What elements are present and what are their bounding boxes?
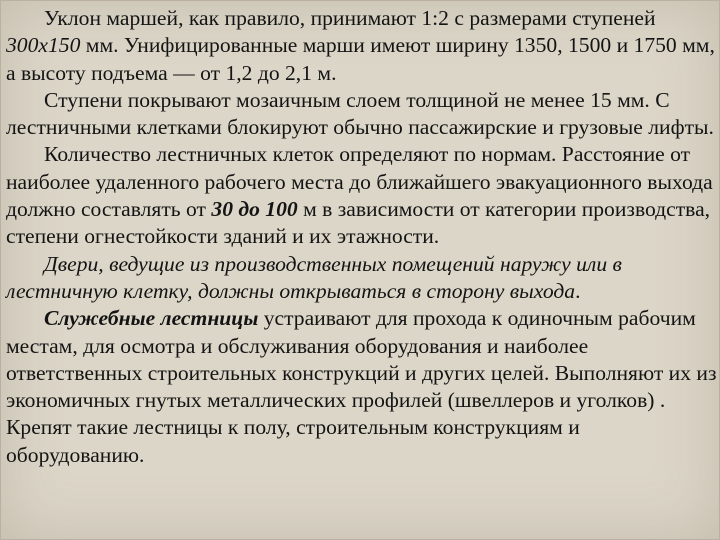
paragraph-text: мм. Унифицированные марши имеют ширину 1350, 1500 и 1750 мм, а высоту подъема — от 1,2 до 2,1 м. bbox=[6, 33, 715, 85]
document-body bbox=[6, 5, 718, 469]
paragraph-march-slope bbox=[6, 5, 718, 87]
service-stairs-term: Служебные лестницы bbox=[44, 306, 259, 331]
paragraph-text: Уклон маршей, как правило, принимают 1:2 с размерами ступеней bbox=[44, 6, 656, 30]
step-size-value: 300х150 bbox=[6, 33, 81, 58]
paragraph-service-stairs bbox=[6, 305, 718, 469]
paragraph-doors bbox=[6, 251, 718, 306]
paragraph-steps-covering bbox=[6, 87, 718, 142]
paragraph-italic-text: Двери, ведущие из производственных помещений наружу или в лестничную клетку, должны открываться в сторону выхода bbox=[6, 251, 622, 303]
distance-range-value: 30 до 100 bbox=[211, 197, 298, 222]
paragraph-text: м в зависимости от категории производства, степени огнестойкости зданий и их этажности. bbox=[6, 197, 711, 249]
paragraph-text: . bbox=[575, 278, 581, 303]
paragraph-text: Ступени покрывают мозаичным слоем толщиной не менее 15 мм. С лестничными клетками блокируют обычно пассажирские и грузовые лифты. bbox=[6, 87, 714, 140]
paragraph-text: устраивают для прохода к одиночным рабочим местам, для осмотра и обслуживания оборудования и наиболее ответственных строительных конструкций и других целей. Выполняют их из экономичных гнутых металлических профилей (швеллеров и уголков) . Крепят такие лестницы к полу, строительным конструкциям и оборудованию. bbox=[6, 306, 717, 467]
paragraph-staircase-count bbox=[6, 141, 718, 250]
paragraph-text: Количество лестничных клеток определяют по нормам. Расстояние от наиболее удаленного рабочего места до ближайшего эвакуационного выхода должно составлять от bbox=[6, 142, 713, 222]
